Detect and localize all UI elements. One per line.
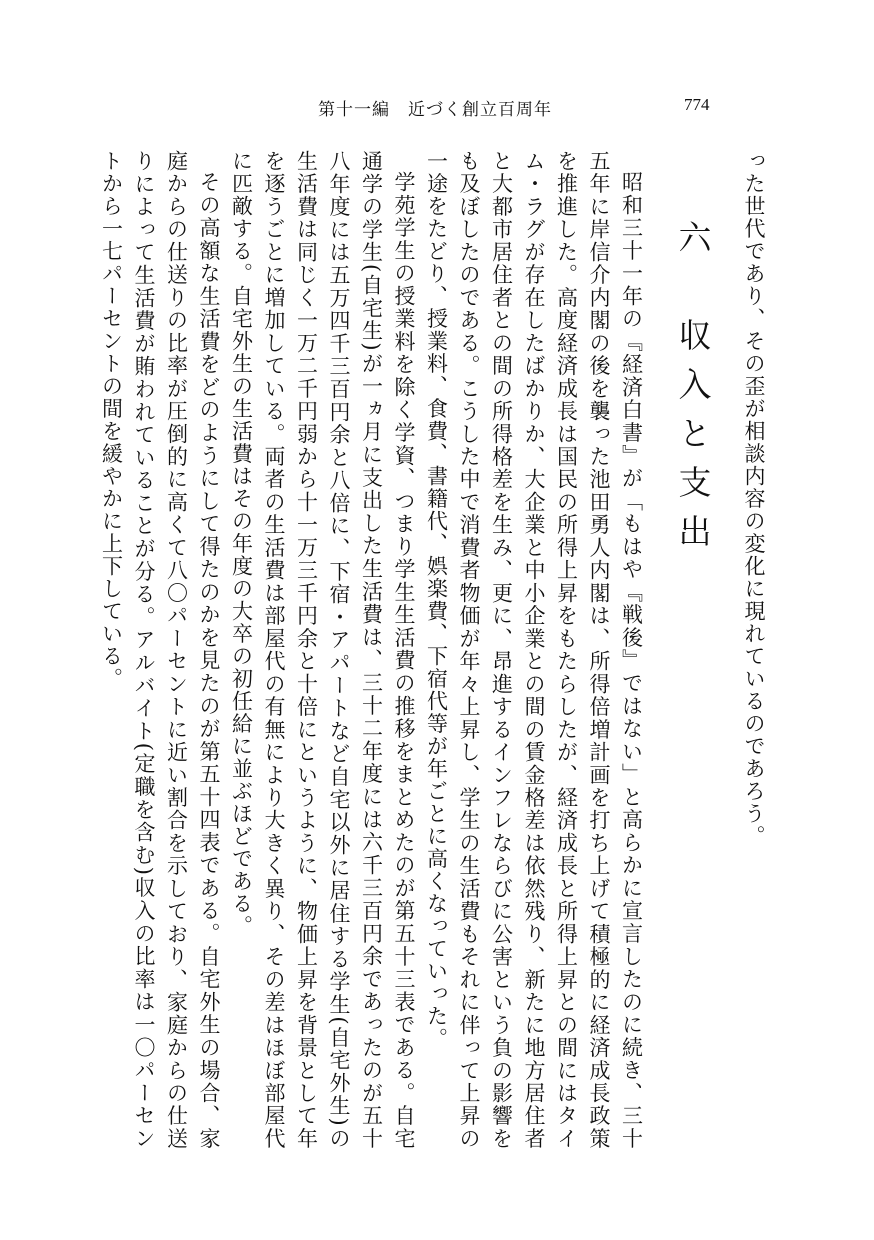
paragraph: その高額な生活費をどのようにして得たのかを見たのが第五十四表である。自宅外生の場合、家庭からの仕送りの比率が圧倒的に高くて八〇パーセントに近い割合を示しており、家庭からの仕送りによって生活費が賄われていることが分る。アルバイト(定職を含む)収入の比率は一〇パーセントから一七パーセントの間を緩やかに上下している。 [99, 150, 221, 1150]
section-title: 六 収入と支出 [673, 220, 713, 563]
page-number: 774 [684, 95, 710, 114]
body-text [95, 150, 770, 1150]
running-header [0, 95, 874, 119]
chapter-title: 第十一編 近づく創立百周年 [318, 100, 552, 120]
carryover-paragraph: った世代であり、その歪が相談内容の変化に現れているのであろう。 [742, 150, 766, 848]
paragraph: 昭和三十一年の『経済白書』が「もはや『戦後』ではない」と高らかに宣言したのに続き、三十五年に岸信介内閣の後を襲った池田勇人内閣は、所得倍増計画を打ち上げて積極的に経済成長政策を推進した。高度経済成長は国民の所得上昇をもたらしたが、経済成長と所得上昇との間にはタイム・ラグが存在したばかりか、大企業と中小企業との間の賃金格差は依然残り、新たに地方居住者と大都市居住者との間の所得格差を生み、更に、昂進するインフレならびに公害という負の影響をも及ぼしたのである。こうした中で消費者物価が年々上昇し、学生の生活費もそれに伴って上昇の一途をたどり、授業料、食費、書籍代、娯楽費、下宿代等が年ごとに高くなっていった。 [424, 150, 644, 1150]
paragraph: 学苑学生の授業料を除く学資、つまり学生生活費の推移をまとめたのが第五十三表である。自宅通学の学生(自宅生)が一ヵ月に支出した生活費は、三十二年度には六千三百円余であったのが五十八年度には五万四千三百円余と八倍に、下宿・アパートなど自宅以外に居住する学生(自宅外生)の生活費は同じく一万二千円弱から十一万三千円余と十倍にというように、物価上昇を背景として年を逐うごとに増加している。両者の生活費は部屋代の有無により大きく異り、その差はほぼ部屋代に匹敵する。自宅外生の生活費はその年度の大卒の初任給に並ぶほどである。 [229, 150, 416, 1150]
